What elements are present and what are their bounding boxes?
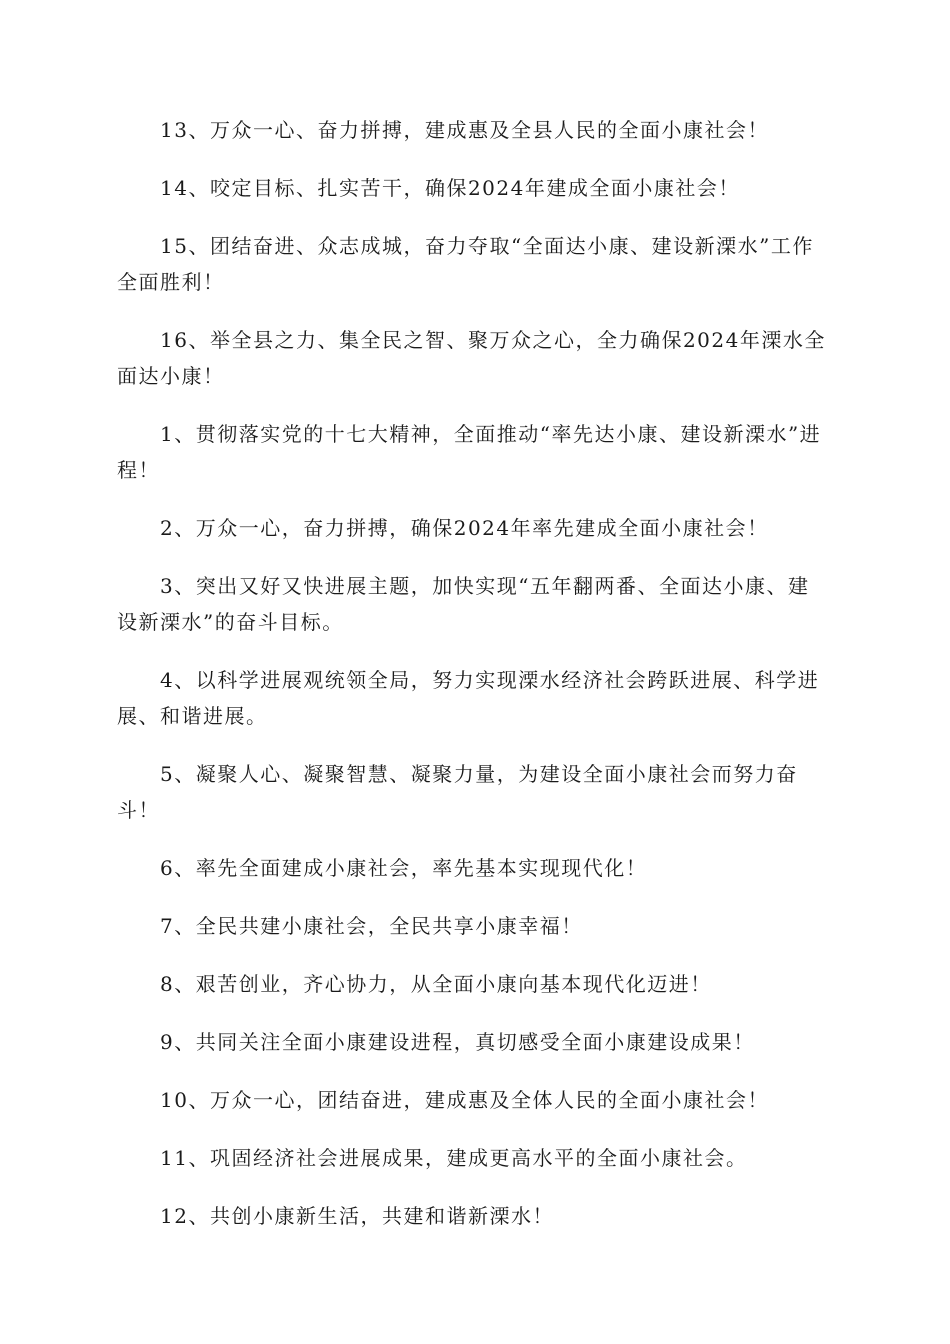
paragraph: 3、突出又好又快进展主题，加快实现“五年翻两番、全面达小康、建设新溧水”的奋斗目标。 <box>117 574 810 634</box>
paragraph: 10、万众一心，团结奋进，建成惠及全体人民的全面小康社会！ <box>160 1088 769 1112</box>
paragraph: 15、团结奋进、众志成城，奋力夺取“全面达小康、建设新溧水”工作全面胜利！ <box>117 234 814 294</box>
document-body <box>117 112 829 1256</box>
paragraph: 1、贯彻落实党的十七大精神，全面推动“率先达小康、建设新溧水”进程！ <box>117 422 822 482</box>
paragraph: 12、共创小康新生活，共建和谐新溧水！ <box>160 1204 554 1228</box>
paragraph: 11、巩固经济社会进展成果，建成更高水平的全面小康社会。 <box>160 1146 748 1170</box>
paragraph: 6、率先全面建成小康社会，率先基本实现现代化！ <box>160 856 648 880</box>
paragraph: 7、全民共建小康社会，全民共享小康幸福！ <box>160 914 583 938</box>
paragraph: 5、凝聚人心、凝聚智慧、凝聚力量，为建设全面小康社会而努力奋斗！ <box>117 762 798 822</box>
paragraph: 2、万众一心，奋力拼搏，确保2024年率先建成全面小康社会！ <box>160 516 769 540</box>
paragraph: 4、以科学进展观统领全局，努力实现溧水经济社会跨跃进展、科学进展、和谐进展。 <box>117 668 820 728</box>
paragraph: 14、咬定目标、扎实苦干，确保2024年建成全面小康社会！ <box>160 176 740 200</box>
paragraph: 16、举全县之力、集全民之智、聚万众之心，全力确保2024年溧水全面达小康！ <box>117 328 826 388</box>
paragraph: 8、艰苦创业，齐心协力，从全面小康向基本现代化迈进！ <box>160 972 712 996</box>
paragraph: 13、万众一心、奋力拼搏，建成惠及全县人民的全面小康社会！ <box>160 118 769 142</box>
paragraph: 9、共同关注全面小康建设进程，真切感受全面小康建设成果！ <box>160 1030 755 1054</box>
